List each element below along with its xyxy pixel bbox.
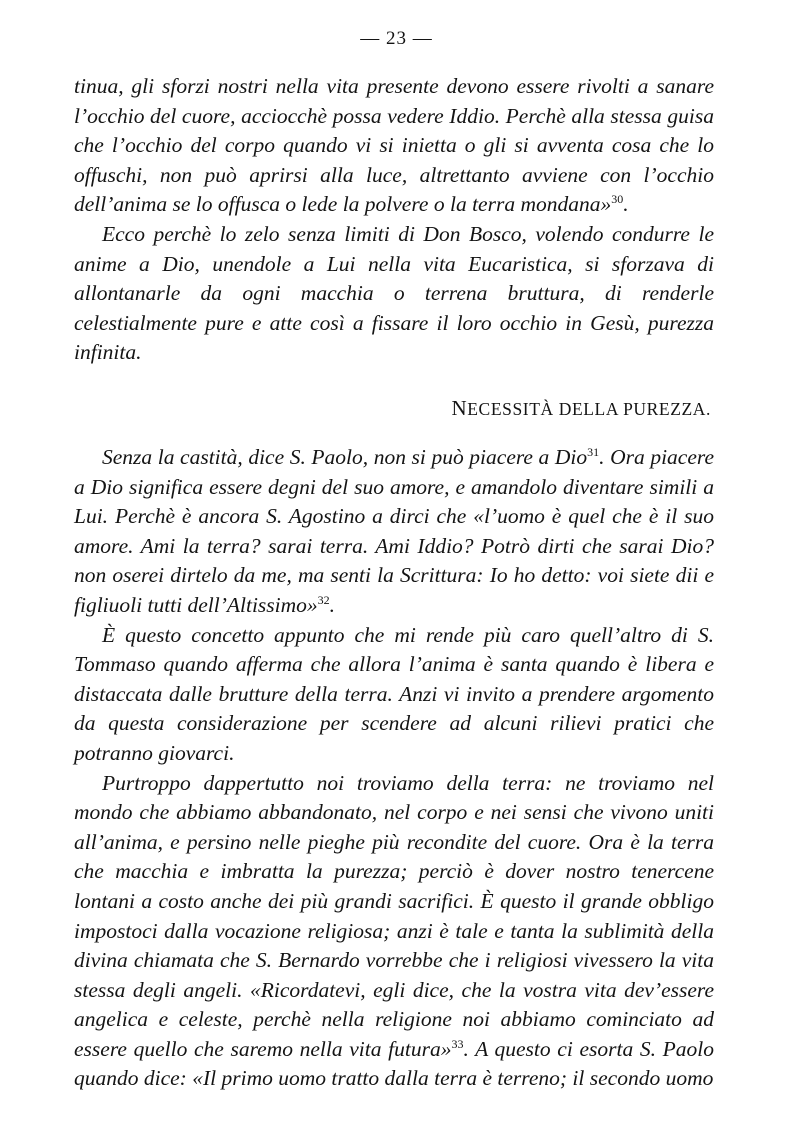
- paragraph-continuation: [74, 72, 714, 220]
- text-block-bottom: [74, 443, 714, 1094]
- paragraph-tail: .: [329, 592, 336, 617]
- footnote-ref-32[interactable]: 32: [317, 592, 330, 607]
- paragraph-tail: . A questo ci esorta S. Paolo quando dice: «Il primo uomo tratto dalla terra è terreno; il secondo uomo: [74, 1036, 714, 1091]
- paragraph-castita: [74, 443, 714, 621]
- paragraph-text: tinua, gli sforzi nostri nella vita presente devono essere rivolti a sanare l’occhio del cuore, acciocchè possa vedere Iddio. Perchè alla stessa guisa che l’occhio del corpo quando vi si inietta o gli si avventa cosa che lo offuschi, non può aprirsi alla luce, altrettanto avviene con l’occhio dell’anima se lo offusca o lede la polvere o la terra mondana»: [74, 74, 714, 217]
- paragraph-text: Purtroppo dappertutto noi troviamo della terra: ne troviamo nel mondo che abbiamo abbandonato, nel corpo e nei sensi che vivono uniti all’anima, e persino nelle pieghe più recondite del cuore. Ora è la terra che macchia e imbratta la purezza; perciò è dover nostro tenercene lontani a costo anche dei più grandi sacrifici. È questo il grande obbligo impostoci dalla vocazione religiosa; anzi è tale e tanta la sublimità della divina chiamata che S. Bernardo vorrebbe che i religiosi vivessero la vita stessa degli angeli. «Ricordatevi, egli dice, che la vostra vita dev’essere angelica e celeste, perchè nella religione noi abbiamo cominciato ad essere quello che saremo nella vita futura»: [74, 770, 714, 1061]
- footnote-ref-31[interactable]: 31: [587, 445, 600, 459]
- paragraph-text: Ecco perchè lo zelo senza limiti di Don Bosco, volendo condurre le anime a Dio, unendole a Lui nella vita Eucaristica, si sforzava di allontanarle da ogni macchia o terrena bruttura, di renderle celestialmente pure e atte così a fissare il loro occhio in Gesù, purezza infinita.: [74, 221, 714, 365]
- heading-initial: N: [451, 396, 468, 420]
- paragraph-text: . Ora piacere a Dio significa essere degni del suo amore, e amandolo diventare simili a Lui. Perchè è ancora S. Agostino a dirci che «l’uomo è quel che è il suo amore. Ami la terra? sarai terra. Ami Iddio? Potrò dirti che sarai Dio? non oserei dirtelo da me, ma senti la Scrittura: Io ho detto: voi siete dii e figliuoli tutti dell’Altissimo»: [74, 445, 714, 617]
- paragraph-terra: [74, 769, 714, 1095]
- heading-word-1: ECESSITÀ: [467, 399, 559, 419]
- footnote-ref-30[interactable]: 30: [611, 192, 624, 207]
- paragraph-don-bosco: [74, 220, 714, 368]
- paragraph-tommaso: [74, 621, 714, 769]
- section-heading: [452, 396, 712, 421]
- paragraph-tail: .: [623, 192, 629, 217]
- footnote-ref-33[interactable]: 33: [451, 1036, 464, 1051]
- heading-word-2: DELLA PUREZZA.: [558, 399, 711, 419]
- text-block-top: [74, 72, 714, 368]
- page-number: — 23 —: [360, 28, 433, 49]
- paragraph-text: È questo concetto appunto che mi rende più caro quell’altro di S. Tommaso quando afferma che allora l’anima è santa quando è libera e distaccata dalle brutture della terra. Anzi vi invito a prendere argomento da questa considerazione per scendere ad alcuni rilievi pratici che potranno giovarci.: [74, 622, 714, 765]
- paragraph-text: Senza la castità, dice S. Paolo, non si può piacere a Dio: [102, 445, 588, 469]
